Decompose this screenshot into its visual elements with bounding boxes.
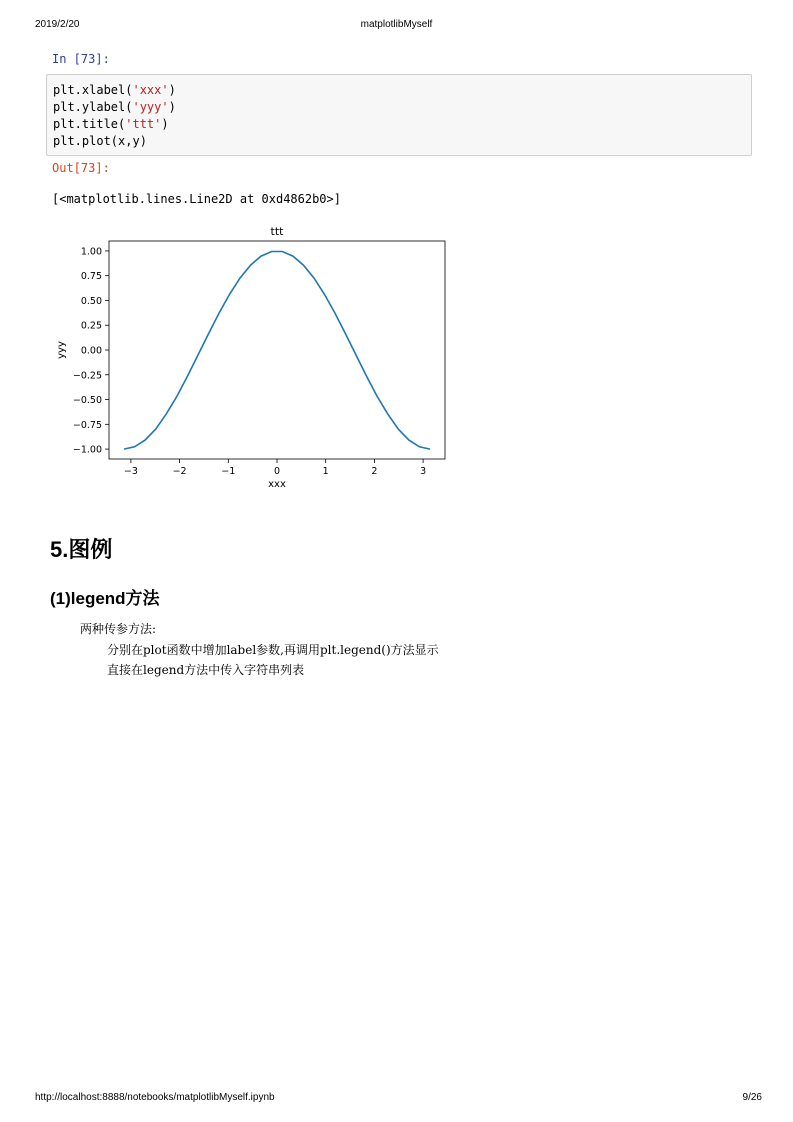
- output-text: [<matplotlib.lines.Line2D at 0xd4862b0>]: [52, 192, 341, 206]
- y-tick-label: 1.00: [80, 246, 102, 258]
- x-tick-label: 3: [420, 466, 427, 477]
- x-tick-label: −3: [123, 466, 138, 477]
- page-number: 9/26: [742, 1092, 762, 1103]
- subsection-heading: (1)legend方法: [50, 589, 160, 608]
- code-line: plt.ylabel('yyy'): [53, 100, 176, 114]
- code-cell[interactable]: [46, 74, 752, 156]
- x-axis-label: xxx: [268, 479, 286, 490]
- y-tick-label: 0.00: [80, 345, 102, 357]
- y-tick-label: −1.00: [72, 444, 102, 456]
- code-line: plt.plot(x,y): [53, 134, 147, 148]
- y-tick-label: −0.25: [72, 370, 102, 382]
- y-tick-label: −0.75: [72, 419, 102, 431]
- code-line: plt.xlabel('xxx'): [53, 83, 176, 97]
- x-tick-label: −1: [221, 466, 236, 477]
- line-chart: [52, 220, 452, 495]
- code-line: plt.title('ttt'): [53, 117, 169, 131]
- x-tick-label: 2: [371, 466, 378, 477]
- y-tick-label: −0.50: [72, 395, 102, 407]
- paragraph-method-2: 直接在legend方法中传入字符串列表: [107, 663, 305, 677]
- y-tick-label: 0.50: [80, 295, 102, 307]
- print-title: matplotlibMyself: [360, 19, 433, 30]
- page-url: http://localhost:8888/notebooks/matplotlibMyself.ipynb: [35, 1092, 275, 1103]
- input-prompt: In [73]:: [52, 52, 110, 66]
- section-heading: 5.图例: [50, 537, 113, 562]
- x-tick-label: 0: [273, 466, 281, 477]
- x-tick-label: −2: [172, 466, 187, 477]
- paragraph-intro: 两种传参方法:: [80, 622, 157, 636]
- y-axis-label: yyy: [56, 341, 67, 359]
- y-tick-label: 0.75: [80, 271, 102, 283]
- paragraph-method-1: 分别在plot函数中增加label参数,再调用plt.legend()方法显示: [107, 643, 439, 657]
- plot-frame: [109, 241, 445, 459]
- x-tick-label: 1: [322, 466, 329, 477]
- chart-title: ttt: [270, 225, 284, 238]
- print-date: 2019/2/20: [35, 19, 80, 30]
- output-prompt: Out[73]:: [52, 161, 110, 175]
- series-line: [124, 252, 430, 450]
- y-tick-label: 0.25: [80, 320, 102, 332]
